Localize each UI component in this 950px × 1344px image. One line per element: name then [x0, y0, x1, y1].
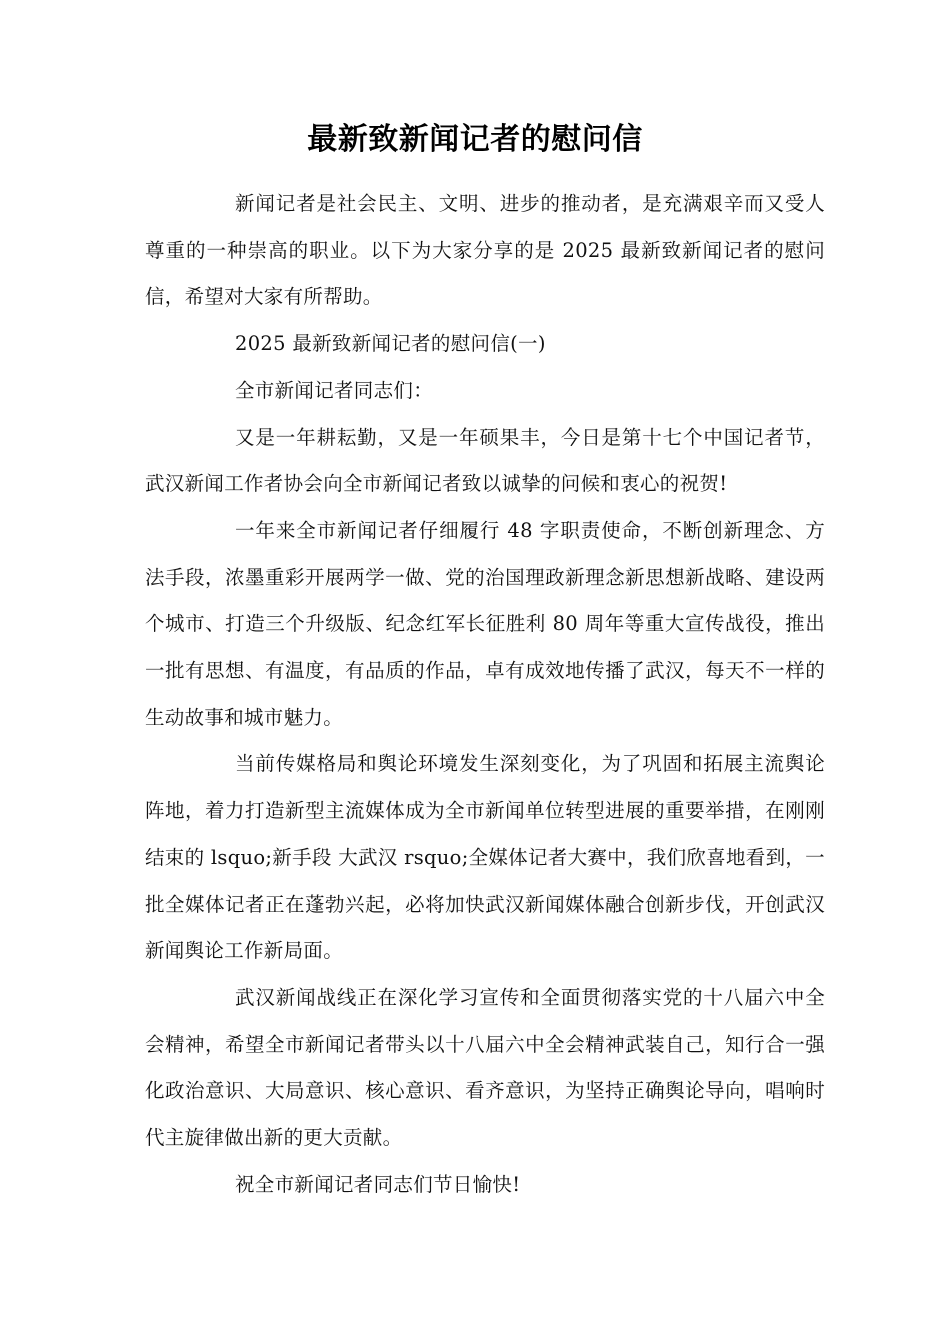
document-body — [145, 181, 825, 1208]
paragraph-intro: 新闻记者是社会民主、文明、进步的推动者，是充满艰辛而又受人尊重的一种崇高的职业。以下为大家分享的是 2025 最新致新闻记者的慰问信，希望对大家有所帮助。 — [145, 192, 825, 309]
paragraph-greeting: 又是一年耕耘勤，又是一年硕果丰，今日是第十七个中国记者节，武汉新闻工作者协会向全市新闻记者致以诚挚的问候和衷心的祝贺! — [145, 425, 825, 496]
document-title: 最新致新闻记者的慰问信 — [307, 122, 643, 157]
paragraph-salutation: 全市新闻记者同志们： — [235, 378, 434, 402]
paragraph-achievements: 一年来全市新闻记者仔细履行 48 字职责使命，不断创新理念、方法手段，浓墨重彩开展两学一做、党的治国理政新理念新思想新战略、建设两个城市、打造三个升级版、纪念红军长征胜利 80 周年等重大宣传战役，推出一批有思想、有温度，有品质的作品，卓有成效地传播了武汉，每天不一样的生动故事和城市魅力。 — [145, 518, 825, 729]
paragraph-hopes: 武汉新闻战线正在深化学习宣传和全面贯彻落实党的十八届六中全会精神，希望全市新闻记者带头以十八届六中全会精神武装自己，知行合一强化政治意识、大局意识、核心意识、看齐意识，为坚持正确舆论导向，唱响时代主旋律做出新的更大贡献。 — [145, 985, 825, 1150]
paragraph-letter-heading: 2025 最新致新闻记者的慰问信(一) — [235, 332, 546, 356]
paragraph-closing: 祝全市新闻记者同志们节日愉快! — [235, 1172, 521, 1196]
paragraph-media-landscape: 当前传媒格局和舆论环境发生深刻变化，为了巩固和拓展主流舆论阵地，着力打造新型主流媒体成为全市新闻单位转型进展的重要举措，在刚刚结束的 lsquo;新手段 大武汉 rsquo;全媒体记者大赛中，我们欣喜地看到，一批全媒体记者正在蓬勃兴起，必将加快武汉新闻媒体融合创新步伐，开创武汉新闻舆论工作新局面。 — [145, 752, 825, 963]
